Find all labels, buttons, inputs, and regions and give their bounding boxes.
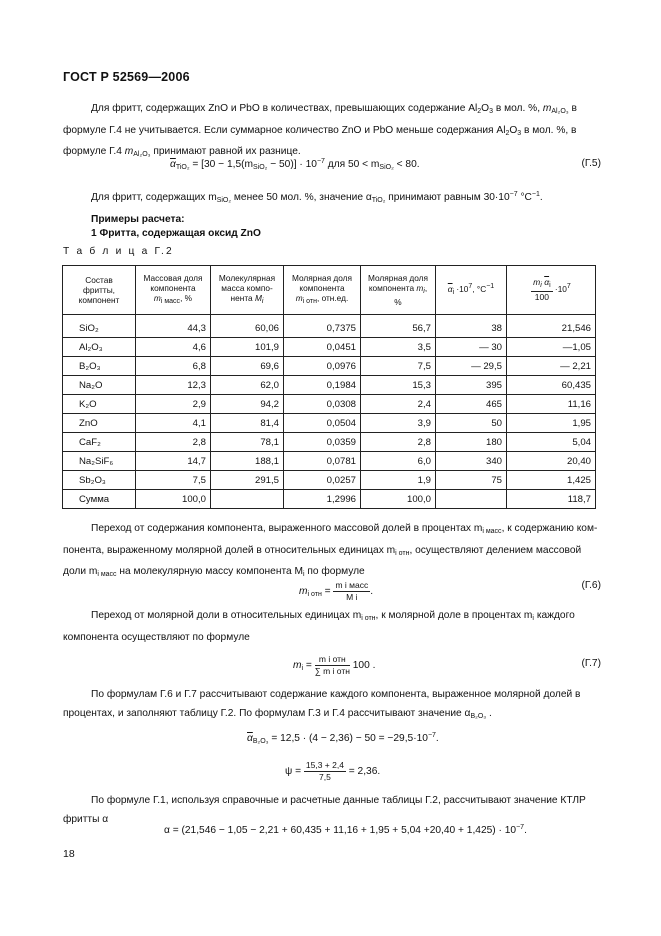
para5-text-c: .	[486, 707, 492, 719]
header-alpha: $\overline{\alpha}_i \cdot 10^7$, $^\circ С^{-1}$	[436, 266, 507, 315]
cell-value: 75	[436, 471, 507, 490]
cell-value: 1,2996	[284, 490, 361, 509]
table-row	[63, 376, 596, 395]
cell-value: — 30	[436, 338, 507, 357]
para1-text-1b: O	[481, 103, 490, 114]
para2-text-d: °C	[517, 192, 532, 203]
table-row	[63, 452, 596, 471]
composition-table	[62, 265, 596, 509]
cell-value: 1,425	[507, 471, 596, 490]
para3-text-c: понента, выраженному молярной долей в относительных единицах m	[63, 544, 396, 556]
cell-component: ZnO	[63, 414, 136, 433]
cell-value: 1,9	[361, 471, 436, 490]
cell-component: Na₂O	[63, 376, 136, 395]
formula-alpha-b2o3: $\overline{\alpha}_{B_2O_3} = 12,5 \cdot (4 - 2,36) - 50 = -29,5\cdot 10^{-7}$.	[247, 732, 439, 745]
table-caption: Т а б л и ц а Г.2	[63, 246, 174, 257]
cell-value: 69,6	[211, 357, 284, 376]
cell-value: 2,4	[361, 395, 436, 414]
formula-psi-lhs: ψ =	[285, 766, 302, 778]
cell-value: 465	[436, 395, 507, 414]
cell-value: 56,7	[361, 315, 436, 338]
table-row	[63, 471, 596, 490]
cell-value: 4,6	[136, 338, 211, 357]
formula-g5-cond: для 50 < m	[324, 159, 380, 170]
cell-component: Сумма	[63, 490, 136, 509]
header-mass-fraction: Массовая доля компонента $m_{i масс}$, %	[136, 266, 211, 315]
formula-g5-number: (Г.5)	[581, 158, 601, 169]
formula-g5-rhs: = [30 − 1,5(m	[192, 159, 253, 170]
cell-component: K₂O	[63, 395, 136, 414]
para3-text-f: на молекулярную массу компонента M	[116, 566, 303, 577]
para1-text-1d: в	[568, 103, 577, 114]
table-row	[63, 490, 596, 509]
cell-component: CaF₂	[63, 433, 136, 452]
para2-text-c: принимают равным 30·10	[385, 192, 510, 203]
formula-final-alpha: $\alpha = (21,546 - 1,05 - 2,21 + 60,435 + 11,16 + 1,95 + 5,04 +20,40 + 1,425) \cdot 10^{-7}$.	[164, 824, 527, 836]
table-header-row	[63, 266, 596, 315]
formula-g6-numerator: m i масс	[335, 580, 369, 590]
cell-value: 188,1	[211, 452, 284, 471]
para1-text-3b: принимают равной их разнице.	[150, 146, 301, 157]
cell-value: 2,9	[136, 395, 211, 414]
cell-value: 0,0451	[284, 338, 361, 357]
formula-g7-number: (Г.7)	[581, 658, 601, 669]
cell-value: 0,7375	[284, 315, 361, 338]
formula-g6-denominator: M i	[346, 592, 358, 602]
cell-value: — 29,5	[436, 357, 507, 376]
header-molar-fraction-rel: Молярная доля компонента $m_{i отн}$, отн.ед.	[284, 266, 361, 315]
cell-value: 2,8	[361, 433, 436, 452]
example-1-heading: 1 Фритта, содержащая оксид ZnO	[91, 228, 261, 239]
cell-value: —1,05	[507, 338, 596, 357]
table-row	[63, 338, 596, 357]
cell-value: 6,8	[136, 357, 211, 376]
cell-value: 50	[436, 414, 507, 433]
paragraph-conversion: Переход от содержания компонента, выраженного массовой долей в процентах $m_{i масс}$, к содержанию ком- понента, выраженному молярной долей в относительных единицах $m_{i отн}$, осуществляют делением массовой доли $m_{i масс}$ на молекулярную массу компонента $M_i$ по формуле	[63, 523, 598, 578]
table-row	[63, 357, 596, 376]
para6-text-a: По формуле Г.1, используя справочные и расчетные данные таблицы Г.2, рассчитывают значение КТЛР	[91, 795, 586, 806]
para1-text-2b: в мол. %, в	[521, 124, 577, 136]
formula-g7: $m_i$ = $\frac{\text{m i отн}}{\text{∑ m i отн}}$ 100 . (Г.7)	[293, 654, 601, 676]
page-number: 18	[63, 848, 75, 860]
cell-component: Al₂O₃	[63, 338, 136, 357]
formula-g6: $m_{i отн}$ = $\frac{\text{m i масс}}{\text{M i}}$ . (Г.6)	[299, 580, 601, 602]
para3-text-g: по формуле	[304, 566, 365, 577]
cell-component: SiO₂	[63, 315, 136, 338]
para4-text-a: Переход от молярной доли в относительных единицах m	[91, 610, 362, 621]
cell-value: 118,7	[507, 490, 596, 509]
cell-value: 14,7	[136, 452, 211, 471]
para3-text-a: Переход от содержания компонента, выраженного массовой долей в процентах m	[91, 523, 483, 534]
header-molar-fraction-pct: Молярная доля компонента $m_i$, %	[361, 266, 436, 315]
cell-value: 6,0	[361, 452, 436, 471]
formula-g7-tail: 100 .	[349, 660, 376, 672]
para3-text-d: , осуществляют делением массовой	[409, 544, 582, 556]
cell-value: 1,95	[507, 414, 596, 433]
formula-final-text: α = (21,546 − 1,05 − 2,21 + 60,435 + 11,16 + 1,95 + 5,04 +20,40 + 1,425) · 10	[164, 825, 517, 836]
cell-component: Sb₂O₃	[63, 471, 136, 490]
para6-text-b: фритты α	[63, 813, 109, 825]
formula-g6-lhs: m	[299, 586, 308, 598]
formula-g7-lhs: m	[293, 660, 302, 672]
formula-psi-tail: = 2,36.	[345, 766, 381, 778]
formula-psi	[285, 760, 380, 783]
header-molar-mass: Молекулярная масса компо- нента $M_i$	[211, 266, 284, 315]
formula-g5-exp: −7	[316, 158, 325, 165]
cell-value: 81,4	[211, 414, 284, 433]
cell-value: 44,3	[136, 315, 211, 338]
cell-value: 340	[436, 452, 507, 471]
cell-value: 2,8	[136, 433, 211, 452]
paragraph-fill-table: По формулам Г.6 и Г.7 рассчитывают содержание каждого компонента, выраженное молярной долей в процентах, и заполняют таблицу Г.2. По формулам Г.3 и Г.4 рассчитывают значение $\alpha_{B_2O_3}$ .	[63, 686, 601, 726]
cell-value: 11,16	[507, 395, 596, 414]
cell-value: 0,0308	[284, 395, 361, 414]
para5-text-a: По формулам Г.6 и Г.7 рассчитывают содержание каждого компонента, выраженное молярной долей в	[91, 689, 581, 700]
formula-psi-denominator: 7,5	[319, 772, 331, 782]
cell-value: 94,2	[211, 395, 284, 414]
cell-value: 0,0359	[284, 433, 361, 452]
formula-b2o3-text: = 12,5 · (4 − 2,36) − 50 = −29,5·10	[268, 733, 428, 744]
formula-g5-lhs: $\overline{\alpha}$	[170, 159, 176, 170]
cell-value: 60,435	[507, 376, 596, 395]
cell-value: 20,40	[507, 452, 596, 471]
cell-value	[211, 490, 284, 509]
cell-value: 3,9	[361, 414, 436, 433]
examples-heading: Примеры расчета:	[91, 213, 185, 225]
para2-text-b: менее 50 мол. %, значение α	[231, 192, 372, 203]
formula-g7-denominator: ∑ m i отн	[314, 666, 350, 676]
cell-value: 38	[436, 315, 507, 338]
document-header: ГОСТ Р 52569—2006	[63, 70, 190, 84]
cell-value: 100,0	[136, 490, 211, 509]
cell-value: — 2,21	[507, 357, 596, 376]
cell-value: 60,06	[211, 315, 284, 338]
table-row	[63, 433, 596, 452]
para1-text-3: формуле Г.4	[63, 146, 125, 157]
cell-value: 62,0	[211, 376, 284, 395]
cell-value: 3,5	[361, 338, 436, 357]
para1-text-1c: в мол. %,	[493, 103, 541, 114]
cell-value: 291,5	[211, 471, 284, 490]
cell-value: 180	[436, 433, 507, 452]
cell-value: 0,0257	[284, 471, 361, 490]
para2-text-a: Для фритт, содержащих m	[91, 192, 217, 203]
para1-text-1: Для фритт, содержащих ZnO и PbO в количествах, превышающих содержание Al	[91, 103, 478, 114]
cell-value: 100,0	[361, 490, 436, 509]
para4-text-c: каждого	[533, 610, 575, 621]
cell-value: 395	[436, 376, 507, 395]
paragraph-zno-pbo: Для фритт, содержащих ZnO и PbO в количествах, превышающих содержание $Al_2O_3$ в мол. %, $m_{Al_2O_3}$ в формуле Г.4 не учитывается. Если суммарное количество ZnO и PbO меньше содержания $Al_2O_3$ в мол. %, в формуле Г.4 $m_{Al_2O_3}$ принимают равной их разнице.	[63, 103, 577, 158]
cell-value: 4,1	[136, 414, 211, 433]
table-row	[63, 395, 596, 414]
paragraph-sio2: Для фритт, содержащих $m_{SiO_2}$ менее 50 мол. %, значение $\alpha_{TiO_2}$ принимают равным $30\cdot 10^{-7}$ $^\circ C^{-1}$. Примеры расчета: 1 Фритта, содержащая оксид ZnO	[63, 186, 601, 244]
cell-value: 101,9	[211, 338, 284, 357]
cell-value: 5,04	[507, 433, 596, 452]
cell-value: 0,0976	[284, 357, 361, 376]
cell-value: 7,5	[361, 357, 436, 376]
table-row	[63, 414, 596, 433]
cell-value: 0,1984	[284, 376, 361, 395]
formula-g6-number: (Г.6)	[581, 580, 601, 591]
para3-text-e: доли m	[63, 566, 98, 577]
formula-g7-numerator: m i отн	[315, 654, 350, 666]
table-row	[63, 315, 596, 338]
cell-value: 78,1	[211, 433, 284, 452]
cell-value: 12,3	[136, 376, 211, 395]
cell-value: 0,0504	[284, 414, 361, 433]
formula-psi-numerator: 15,3 + 2,4	[305, 760, 344, 770]
para4-text-d: компонента осуществляют по формуле	[63, 631, 250, 643]
cell-value: 0,0781	[284, 452, 361, 471]
para3-text-b: , к содержанию ком-	[501, 523, 598, 534]
para4-text-b: к молярной доле в процентах m	[381, 610, 533, 621]
cell-value	[436, 490, 507, 509]
header-product: $\frac{m_i \overline{\alpha}_i}{100}$ $\cdot 10^7$	[507, 266, 596, 315]
header-component: Состав фритты, компонент	[63, 266, 136, 315]
cell-value: 15,3	[361, 376, 436, 395]
cell-component: B₂O₃	[63, 357, 136, 376]
formula-g5-rhs-b: − 50)] · 10	[267, 159, 317, 170]
cell-value: 21,546	[507, 315, 596, 338]
cell-component: Na₂SiF₆	[63, 452, 136, 471]
formula-g5-cond-b: < 80.	[393, 159, 420, 170]
formula-b2o3-end: .	[435, 733, 439, 744]
para1-text-2: формуле Г.4 не учитывается. Если суммарное количество ZnO и PbO меньше содержания Al	[63, 124, 506, 136]
para5-text-b: процентах, и заполняют таблицу Г.2. По формулам Г.3 и Г.4 рассчитывают значение α	[63, 707, 471, 719]
paragraph-molar-percent: Переход от молярной доли в относительных единицах $m_{i отн}$, к молярной доле в процентах $m_i$ каждого компонента осуществляют по формуле	[63, 607, 601, 647]
cell-value: 7,5	[136, 471, 211, 490]
formula-final-end: .	[524, 825, 527, 836]
